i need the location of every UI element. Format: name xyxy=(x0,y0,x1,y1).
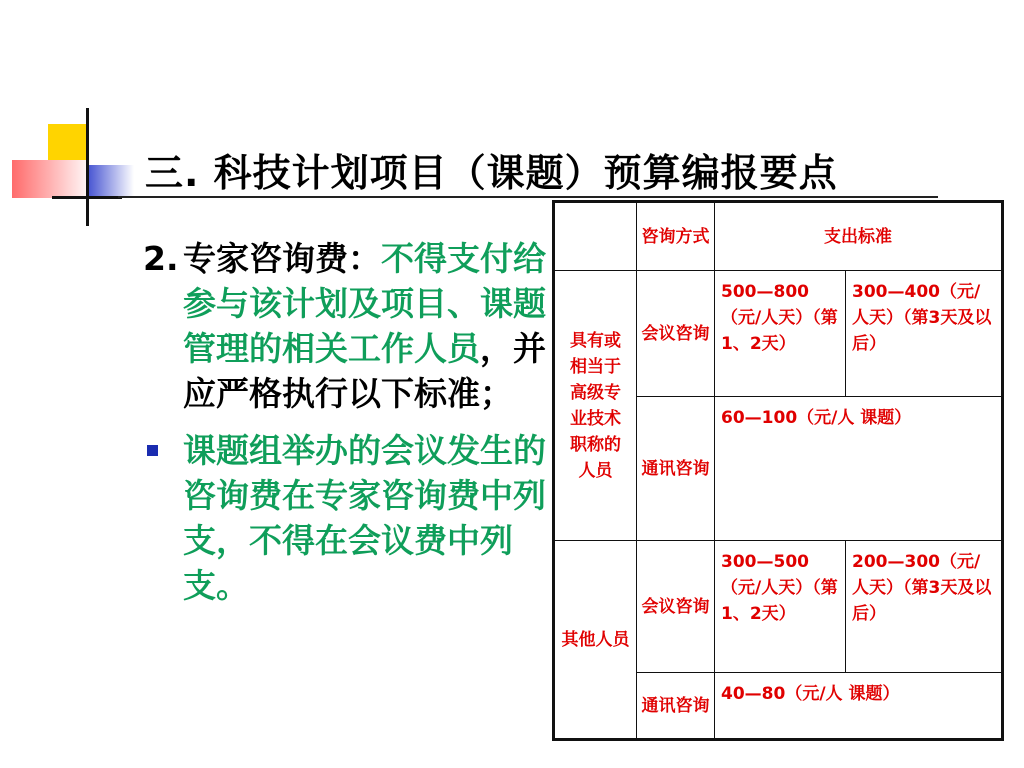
table-header-method: 咨询方式 xyxy=(637,203,715,271)
table-header-empty xyxy=(555,203,637,271)
bullet-text: 课题组举办的会议发生的咨询费在专家咨询费中列支，不得在会议费中列支。 xyxy=(183,431,546,605)
yellow-square xyxy=(48,124,88,164)
group1-comm-rate: 60—100（元/人 课题） xyxy=(715,397,1001,541)
group2-meeting-label: 会议咨询 xyxy=(637,541,715,673)
item-green-text: 不得支付给参与该计划及项目、课题管理的相关工作人员 xyxy=(183,239,546,368)
group1-comm-label: 通讯咨询 xyxy=(637,397,715,541)
group1-meeting-label: 会议咨询 xyxy=(637,271,715,397)
content-body xyxy=(143,236,548,608)
group2-label: 其他人员 xyxy=(555,541,637,738)
standards-table xyxy=(552,200,1004,741)
group2-comm-rate: 40—80（元/人 课题） xyxy=(721,684,900,704)
logo-horizontal-line xyxy=(52,196,122,199)
group2-meeting-rate2: 200—300（元/人天）（第3天及以后） xyxy=(846,541,1001,673)
group2-comm-label: 通讯咨询 xyxy=(637,673,715,738)
group2-meeting-rate1: 300—500（元/人天）（第1、2天） xyxy=(715,541,846,673)
bullet-item xyxy=(143,428,548,608)
group1-meeting-rate2: 300—400（元/人天）（第3天及以后） xyxy=(846,271,1001,397)
logo-decoration xyxy=(0,0,150,240)
item-black-text: ，并应严格执行以下标准； xyxy=(183,329,546,413)
slide-title: 三. 科技计划项目（课题）预算编报要点 xyxy=(145,151,838,195)
item-label: 专家咨询费： xyxy=(183,239,381,278)
group1-label: 具有或相当于高级专业技术职称的人员 xyxy=(555,271,637,541)
bullet-square-icon xyxy=(147,445,158,456)
table-header-standard: 支出标准 xyxy=(715,203,1001,271)
logo-vertical-line xyxy=(86,108,89,226)
numbered-item xyxy=(143,236,548,416)
item-number: 2. xyxy=(143,239,179,278)
red-square xyxy=(12,160,92,198)
blue-square xyxy=(86,165,134,197)
group1-meeting-rate1: 500—800（元/人天）（第1、2天） xyxy=(715,271,846,397)
